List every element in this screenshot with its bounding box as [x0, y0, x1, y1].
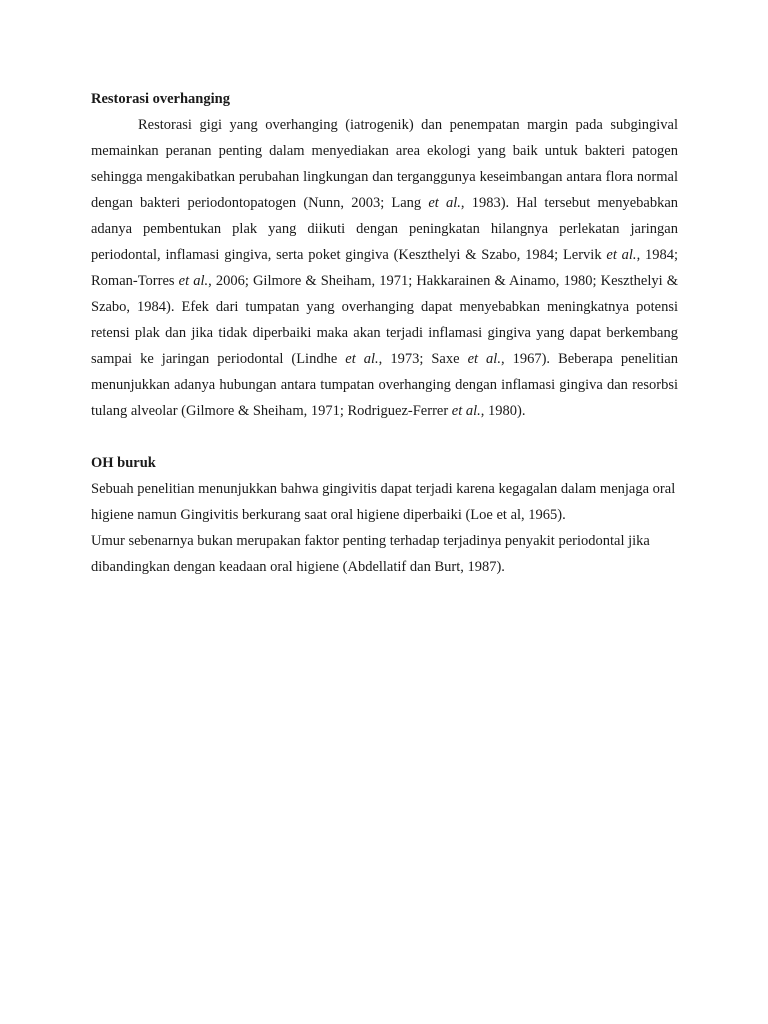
- section-heading-oh-buruk: OH buruk: [91, 455, 156, 471]
- section-oh-buruk: [91, 450, 678, 580]
- paragraph-text-run: Restorasi gigi yang overhanging (iatrogenik) dan penempatan margin pada subgingival memainkan peranan penting dalam menyediakan area ekologi yang baik untuk bakteri patogen sehingga mengakibatkan perubahan lingkungan dan terganggunya keseimbangan antara flora normal dengan bakteri periodontopatogen (Nunn, 2003; Lang: [91, 117, 678, 211]
- section-heading-restorasi: Restorasi overhanging: [91, 91, 230, 107]
- paragraph-oh-buruk-2: Umur sebenarnya bukan merupakan faktor penting terhadap terjadinya penyakit periodontal jika dibandingkan dengan keadaan oral higiene (Abdellatif dan Burt, 1987).: [91, 533, 650, 575]
- paragraph-text-run: , 1980).: [480, 403, 526, 419]
- paragraph-text-run: , 1973; Saxe: [378, 351, 468, 367]
- paragraph-spacer: [91, 424, 678, 450]
- citation-et-al: et al.: [451, 403, 481, 419]
- citation-et-al: et al.: [428, 195, 461, 211]
- citation-et-al: et al.: [178, 273, 209, 289]
- paragraph-text-run: , 2006; Gilmore & Sheiham, 1971; Hakkarainen & Ainamo, 1980; Keszthelyi & Szabo, 1984). Efek dari tumpatan yang overhanging dapat menyebabkan meningkatnya potensi retensi plak dan jika tidak diperbaiki maka akan terjadi inflamasi gingiva yang dapat berkembang sampai ke jaringan periodontal (Lindhe: [91, 273, 678, 367]
- paragraph-restorasi-overhanging: [91, 112, 678, 424]
- paragraph-oh-buruk-1: Sebuah penelitian menunjukkan bahwa gingivitis dapat terjadi karena kegagalan dalam menjaga oral higiene namun Gingivitis berkurang saat oral higiene diperbaiki (Loe et al, 1965).: [91, 481, 676, 523]
- paragraph-text-run: , 1983). Hal tersebut menyebabkan adanya pembentukan plak yang diikuti dengan peningkatan hilangnya perlekatan jaringan periodontal, inflamasi gingiva, serta poket gingiva (Keszthelyi & Szabo, 1984; Lervik: [91, 195, 679, 263]
- citation-et-al: et al.: [345, 351, 379, 367]
- document-page: [91, 86, 678, 580]
- paragraph-text-run: , 1984; Roman-Torres: [91, 247, 679, 289]
- paragraph-text-run: , 1967). Beberapa penelitian menunjukkan adanya hubungan antara tumpatan overhanging dengan inflamasi gingiva dan resorbsi tulang alveolar (Gilmore & Sheiham, 1971; Rodriguez-Ferrer: [91, 351, 678, 419]
- citation-et-al: et al.: [606, 247, 637, 263]
- citation-et-al: et al.: [467, 351, 501, 367]
